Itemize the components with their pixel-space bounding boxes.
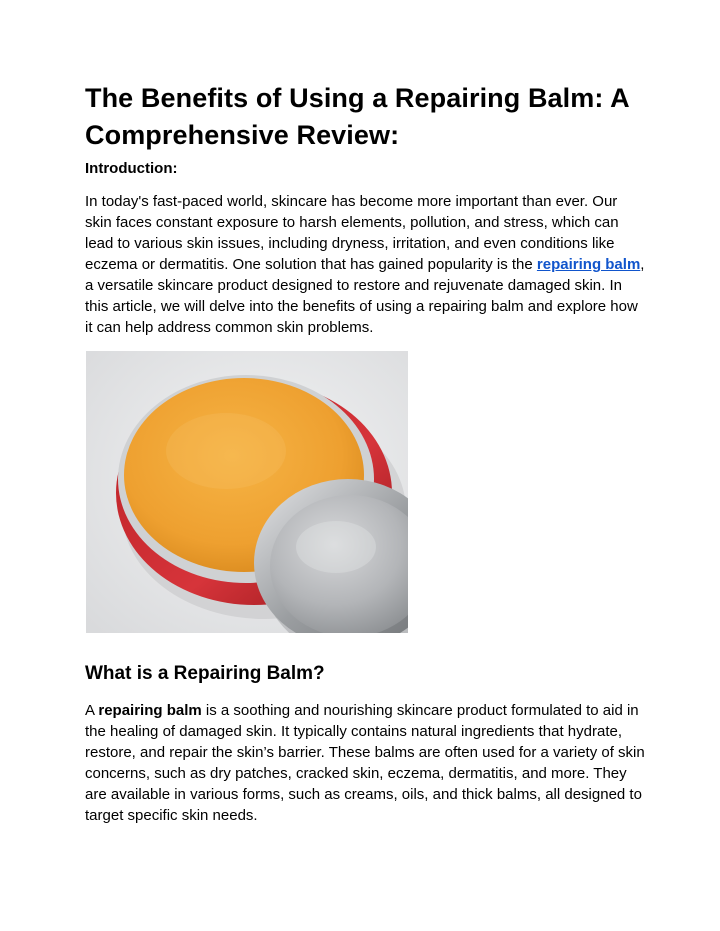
balm-highlight	[166, 413, 286, 489]
repairing-balm-link[interactable]: repairing balm	[536, 256, 641, 273]
balm-tin-illustration	[86, 351, 408, 633]
intro-text-start: In today's fast-paced world, skincare has become more important than ever. Our skin faces constant exposure to harsh elements, pollution, and stress, which can lead to various skin issues, including dryness, irritation, and even conditions like eczema or dermatitis. One solution that has gained popularity is the	[85, 193, 619, 273]
section-paragraph	[85, 700, 645, 826]
lid-highlight	[296, 521, 376, 573]
section-heading: What is a Repairing Balm?	[85, 663, 325, 684]
section-text-lead: A	[85, 702, 99, 719]
balm-tin-photo	[86, 351, 408, 633]
intro-text-end: , a versatile skincare product designed to restore and rejuvenate damaged skin. In this article, we will delve into the benefits of using a repairing balm and explore how it can help address common skin problems.	[85, 256, 645, 336]
article-title: The Benefits of Using a Repairing Balm: A Comprehensive Review:	[85, 83, 629, 150]
intro-label: Introduction:	[85, 160, 178, 177]
section-text-rest: is a soothing and nourishing skincare product formulated to aid in the healing of damaged skin. It typically contains natural ingredients that hydrate, restore, and repair the skin’s barrier. These balms are often used for a variety of skin concerns, such as dry patches, cracked skin, eczema, dermatitis, and more. They are available in various forms, such as creams, oils, and thick balms, all designed to target specific skin needs.	[85, 702, 645, 824]
repairing-balm-term: repairing balm	[98, 702, 202, 719]
intro-paragraph	[85, 191, 645, 338]
